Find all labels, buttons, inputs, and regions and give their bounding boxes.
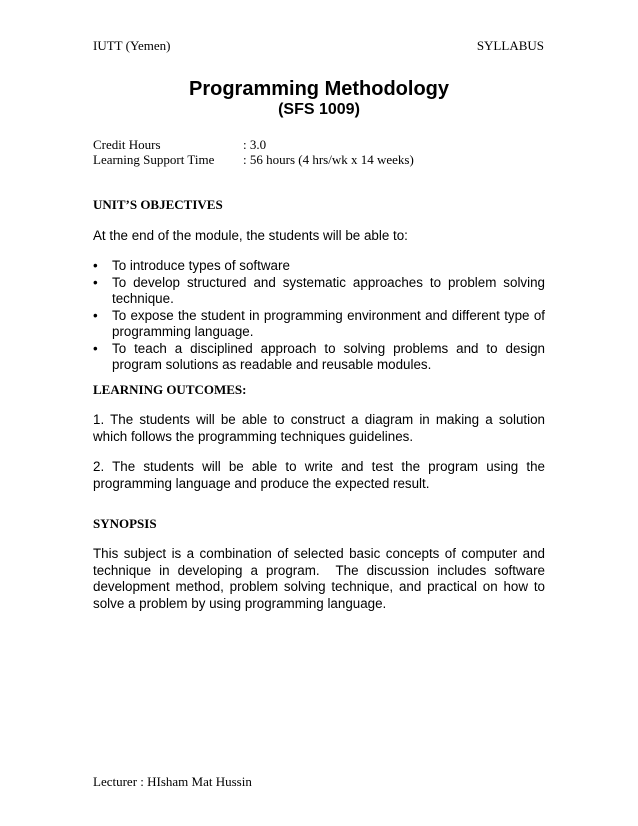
list-item [93,341,545,374]
info-value: : 3.0 [243,137,267,152]
list-item [93,258,545,275]
list-item [93,275,545,308]
synopsis-text: This subject is a combination of selected basic concepts of computer and technique in developing a program. The discussion includes software development method, problem solving technique, and practical on how to solve a problem by using programming language. [93,546,549,611]
list-item [93,308,545,341]
bullet-icon: • [93,307,98,323]
objective-text: To teach a disciplined approach to solving problems and to design program solutions as readable and reusable modules. [112,340,545,372]
header-doc-type: SYLLABUS [476,38,544,53]
objective-text: To introduce types of software [112,258,290,273]
info-credit-hours [93,137,266,152]
footer-lecturer: Lecturer : HIsham Mat Hussin [93,774,252,789]
header-institution: IUTT (Yemen) [93,38,171,53]
objectives-heading: UNIT’S OBJECTIVES [93,197,223,212]
objectives-list [93,258,545,374]
synopsis-heading: SYNOPSIS [93,516,157,531]
course-title: Programming Methodology [189,78,449,100]
info-label: Learning Support Time [93,152,215,167]
outcome-2: 2. The students will be able to write and test the program using the programming language and produce the expected result. [93,459,545,491]
bullet-icon: • [93,340,98,356]
course-code: (SFS 1009) [278,101,360,118]
objectives-intro: At the end of the module, the students will be able to: [93,228,408,243]
outcome-1: 1. The students will be able to construct a diagram in making a solution which follows the programming techniques guidelines. [93,412,545,444]
bullet-icon: • [93,274,98,290]
outcomes-heading: LEARNING OUTCOMES: [93,382,247,397]
bullet-icon: • [93,258,98,273]
info-learning-time [93,152,414,167]
objective-text: To expose the student in programming environment and different type of programming language. [112,307,545,339]
objective-text: To develop structured and systematic approaches to problem solving technique. [112,274,545,306]
info-value: : 56 hours (4 hrs/wk x 14 weeks) [243,152,414,167]
info-label: Credit Hours [93,137,161,152]
